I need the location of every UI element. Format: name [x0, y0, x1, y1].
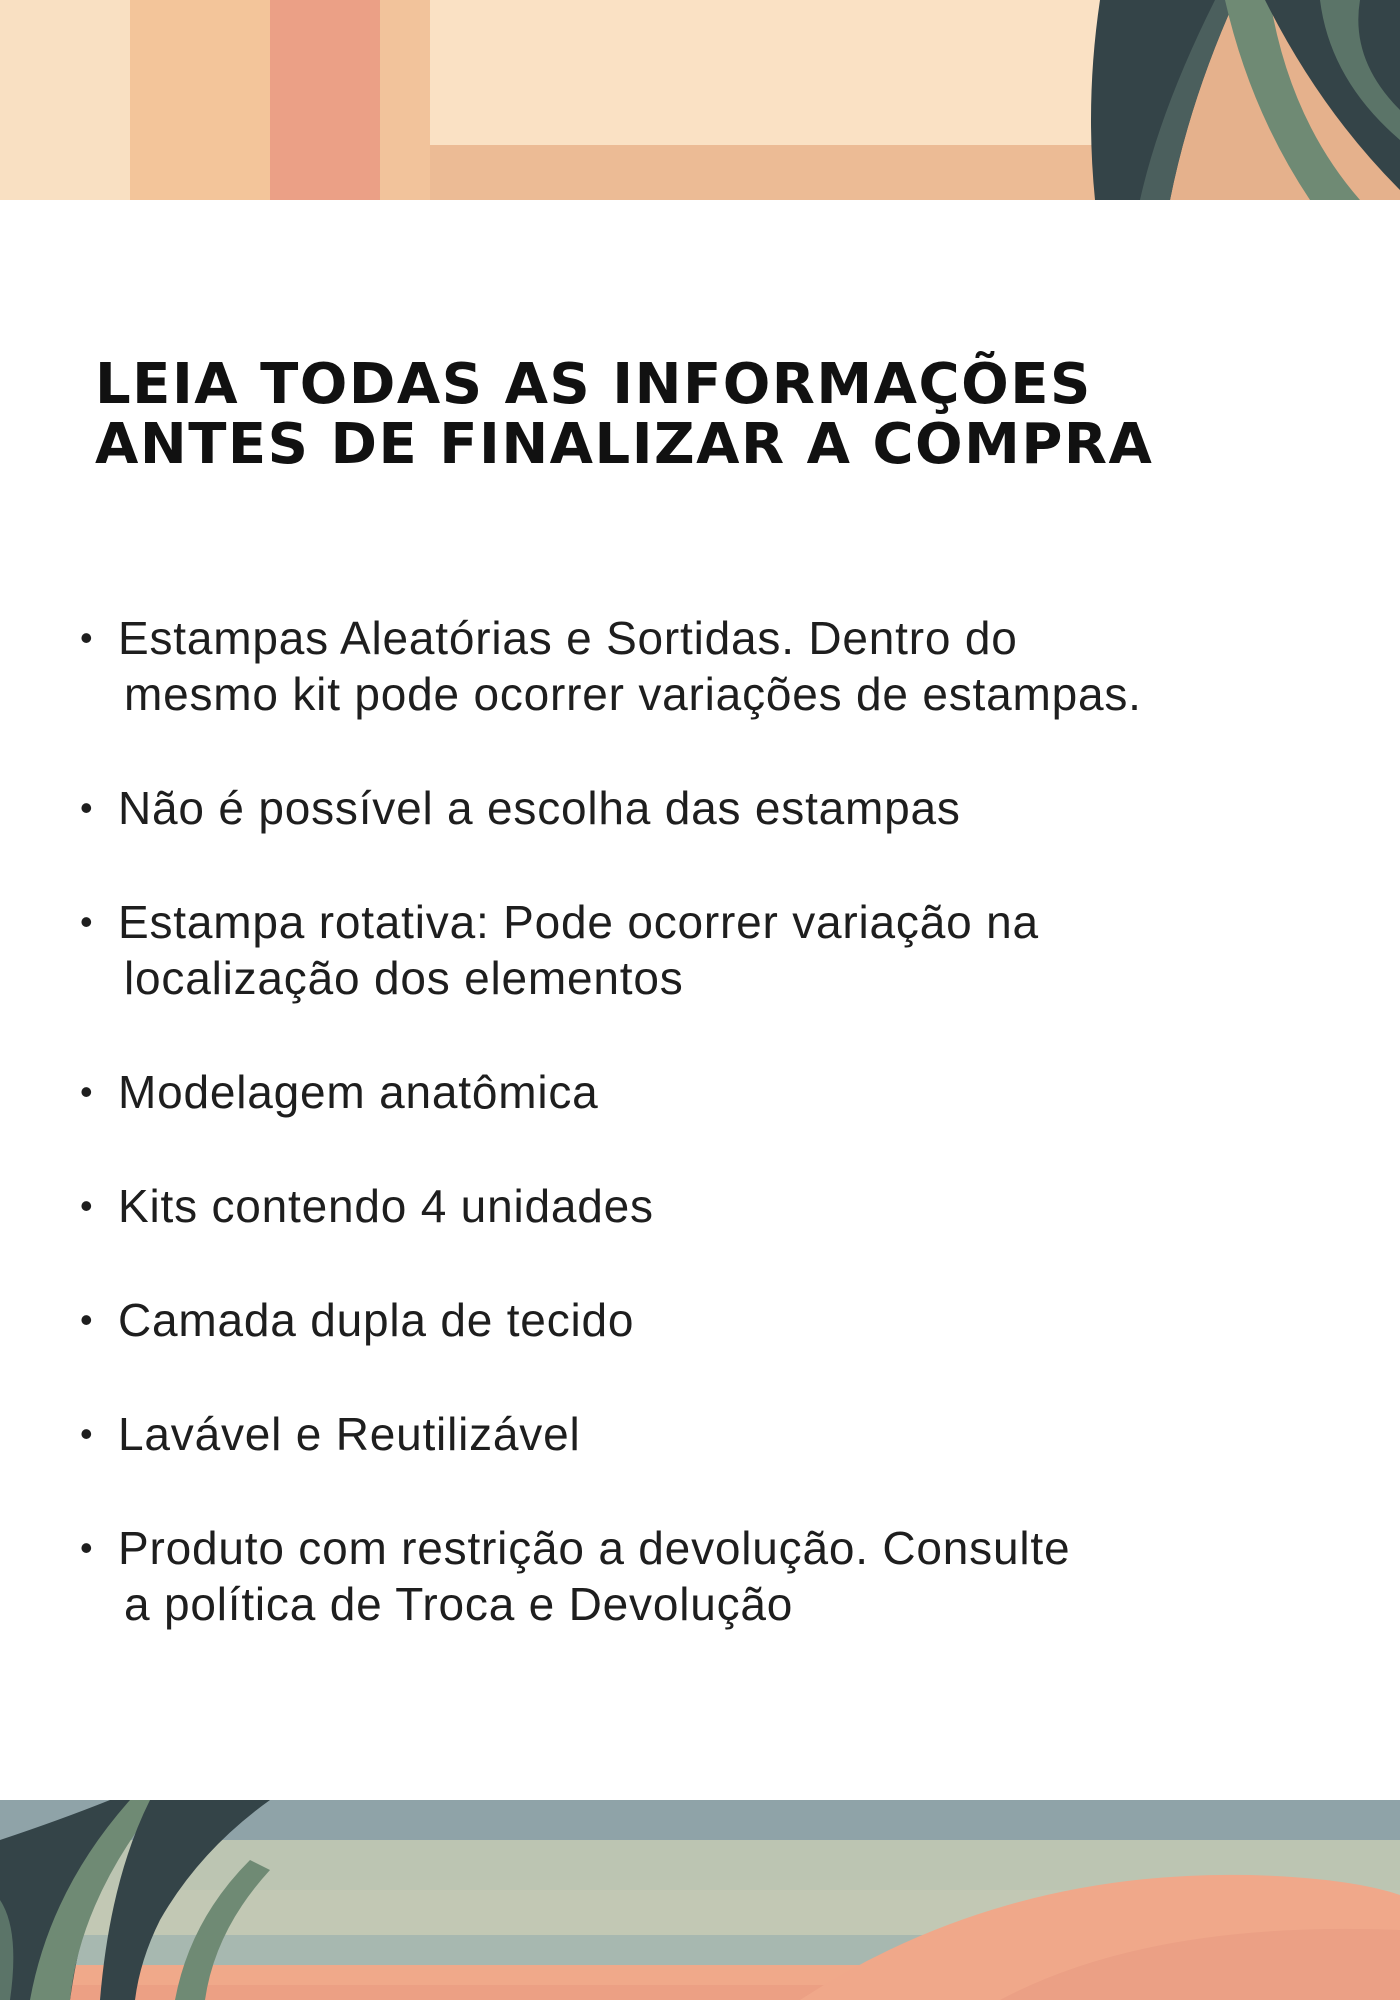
list-item — [80, 610, 1340, 722]
list-item — [80, 1064, 1340, 1120]
list-item-text: Modelagem anatômica — [118, 1066, 599, 1118]
list-item-text: Camada dupla de tecido — [118, 1294, 635, 1346]
list-item — [80, 780, 1340, 836]
list-item-text: Lavável e Reutilizável — [118, 1408, 581, 1460]
list-item-text: Estampa rotativa: Pode ocorrer variação na — [118, 896, 1039, 948]
list-item-text: a política de Troca e Devolução — [124, 1578, 794, 1630]
list-item-text: mesmo kit pode ocorrer variações de estampas. — [124, 668, 1142, 720]
title-line-1: LEIA TODAS AS INFORMAÇÕES — [95, 352, 1092, 417]
list-item-text: Kits contendo 4 unidades — [118, 1180, 654, 1232]
bullet-icon: • — [80, 1071, 94, 1112]
list-item-text: Estampas Aleatórias e Sortidas. Dentro do — [118, 612, 1018, 664]
list-item — [80, 1520, 1340, 1632]
list-item-text: Produto com restrição a devolução. Consulte — [118, 1522, 1071, 1574]
bullet-icon: • — [80, 617, 94, 658]
bullet-icon: • — [80, 787, 94, 828]
page-title — [95, 352, 1325, 477]
bullet-icon: • — [80, 1299, 94, 1340]
list-item — [80, 1178, 1340, 1234]
info-list — [80, 610, 1340, 1690]
top-decorative-banner — [0, 0, 1400, 200]
bullet-icon: • — [80, 1185, 94, 1226]
list-item — [80, 1292, 1340, 1348]
bottom-banner-graphic — [0, 1800, 1400, 2000]
bottom-decorative-banner — [0, 1800, 1400, 2000]
top-banner-graphic — [0, 0, 1400, 200]
bullet-icon: • — [80, 901, 94, 942]
list-item-text: localização dos elementos — [124, 952, 684, 1004]
list-item — [80, 1406, 1340, 1462]
bullet-icon: • — [80, 1413, 94, 1454]
bullet-icon: • — [80, 1527, 94, 1568]
list-item — [80, 894, 1340, 1006]
list-item-text: Não é possível a escolha das estampas — [118, 782, 961, 834]
title-line-2: ANTES DE FINALIZAR A COMPRA — [95, 412, 1154, 477]
